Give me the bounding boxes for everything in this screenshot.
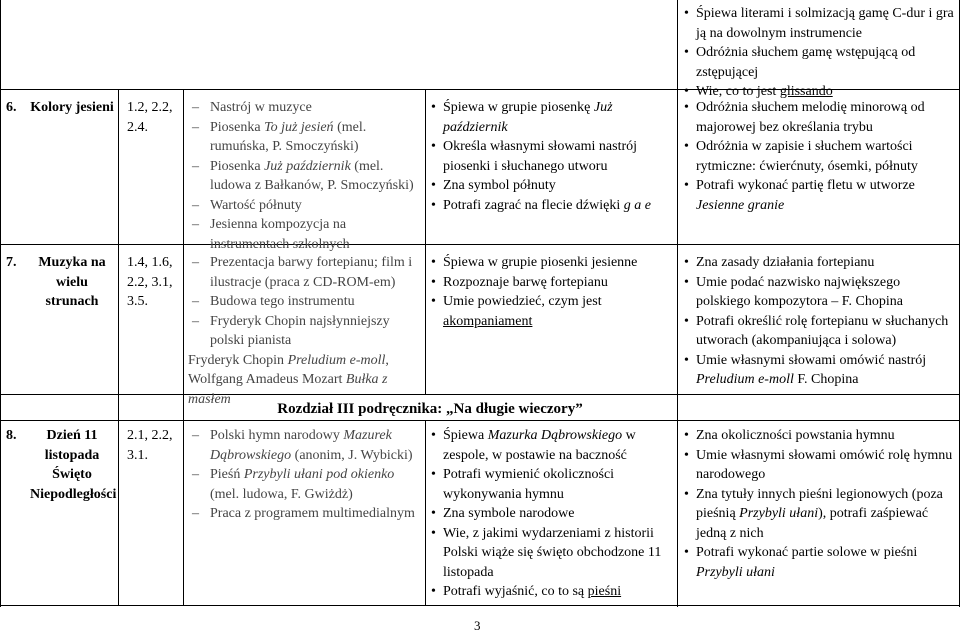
list-item: • Potrafi wykonać partię fletu w utworze Jesienne granie xyxy=(684,176,954,215)
list-item: • Potrafi wykonać partie solowe w pieśni Przybyli ułani xyxy=(684,543,954,582)
continued-goals xyxy=(684,4,954,102)
lesson-title: Muzyka na wielu strunach xyxy=(38,255,106,309)
list-item: • Śpiewa literami i solmizacją gamę C-dur i gra ją na dowolnym instrumencie xyxy=(684,4,954,43)
list-item: • Odróżnia słuchem gamę wstępującą od zstępującej xyxy=(684,43,954,82)
list-item: • Śpiewa Mazurka Dąbrowskiego w zespole, w postawie na baczność xyxy=(431,426,673,465)
list-item: • Odróżnia słuchem melodię minorową od majorowej bez określania trybu xyxy=(684,98,954,137)
list-item: – Praca z programem multimedialnym xyxy=(188,504,422,524)
curriculum-refs: 1.2, 2.2, 2.4. xyxy=(127,100,173,135)
list-item: • Zna symbole narodowe xyxy=(431,504,673,524)
list-item: • Umie własnymi słowami omówić nastrój Preludium e-moll F. Chopina xyxy=(684,351,954,390)
table-border xyxy=(425,89,426,394)
curriculum-refs: 1.4, 1.6, 2.2, 3.1, 3.5. xyxy=(127,255,173,309)
list-item: • Umie powiedzieć, czym jest akompaniament xyxy=(431,292,673,331)
list-item: • Zna tytuły innych pieśni legionowych (poza pieśnią Przybyli ułani), potrafi zaśpiewać jedną z nich xyxy=(684,485,954,544)
list-item: • Rozpoznaje barwę fortepianu xyxy=(431,273,673,293)
list-item: • Zna zasady działania fortepianu xyxy=(684,253,954,273)
table-border xyxy=(0,420,959,421)
list-item: – Budowa tego instrumentu xyxy=(188,292,422,312)
lesson-title: Kolory jesieni xyxy=(30,100,114,115)
list-item: • Śpiewa w grupie piosenkę Już październik xyxy=(431,98,673,137)
list-item: • Śpiewa w grupie piosenki jesienne xyxy=(431,253,673,273)
list-item: • Umie podać nazwisko największego polskiego kompozytora – F. Chopina xyxy=(684,273,954,312)
basic-goals xyxy=(431,426,673,602)
table-border xyxy=(0,244,959,245)
list-item: – Wartość półnuty xyxy=(188,196,422,216)
row-number: 8. xyxy=(6,428,17,443)
list-item: – Piosenka Już październik (mel. ludowa z Bałkanów, P. Smoczyński) xyxy=(188,157,422,196)
table-border xyxy=(677,0,678,607)
curriculum-refs: 2.1, 2.2, 3.1. xyxy=(127,428,173,463)
page-number: 3 xyxy=(474,618,481,633)
lesson-content xyxy=(188,253,422,409)
list-item: • Wie, co to jest glissando xyxy=(684,82,954,102)
table-border xyxy=(0,0,1,607)
list-item: • Potrafi określić rolę fortepianu w słuchanych utworach (akompaniująca i solowa) xyxy=(684,312,954,351)
extended-goals xyxy=(684,253,954,390)
lesson-content xyxy=(188,98,422,254)
list-item: – Nastrój w muzyce xyxy=(188,98,422,118)
table-border xyxy=(0,394,959,395)
list-item: – Polski hymn narodowy Mazurek Dąbrowskiego (anonim, J. Wybicki) xyxy=(188,426,422,465)
list-item: – Jesienna kompozycja na instrumentach szkolnych xyxy=(188,215,422,254)
lesson-title: Dzień 11 listopada Święto Niepodległości xyxy=(30,428,117,502)
list-item: • Potrafi zagrać na flecie dźwięki g a e xyxy=(431,196,673,216)
list-item: – Piosenka To już jesień (mel. rumuńska, P. Smoczyński) xyxy=(188,118,422,157)
table-border xyxy=(183,89,184,605)
basic-goals xyxy=(431,98,673,215)
list-item: – Prezentacja barwy fortepianu; film i ilustracje (praca z CD-ROM-em) xyxy=(188,253,422,292)
row-number: 7. xyxy=(6,255,17,270)
list-item: • Określa własnymi słowami nastrój piosenki i słuchanego utworu xyxy=(431,137,673,176)
list-item: – Pieśń Przybyli ułani pod okienko (mel. ludowa, F. Gwiżdż) xyxy=(188,465,422,504)
list-item: • Zna symbol półnuty xyxy=(431,176,673,196)
list-item: Fryderyk Chopin Preludium e-moll, Wolfgang Amadeus Mozart Bułka z masłem xyxy=(188,352,389,407)
list-item: • Wie, z jakimi wydarzeniami z historii Polski wiąże się święto obchodzone 11 listopada xyxy=(431,524,673,583)
list-item: • Potrafi wymienić okoliczności wykonywania hymnu xyxy=(431,465,673,504)
lesson-content xyxy=(188,426,422,524)
basic-goals xyxy=(431,253,673,331)
list-item: • Odróżnia w zapisie i słuchem wartości rytmiczne: ćwierćnuty, ósemki, półnuty xyxy=(684,137,954,176)
table-border xyxy=(118,89,119,605)
list-item: – Fryderyk Chopin najsłynniejszy polski pianista xyxy=(188,312,422,351)
extended-goals xyxy=(684,426,954,582)
table-border xyxy=(0,605,959,606)
list-item: • Umie własnymi słowami omówić rolę hymnu narodowego xyxy=(684,446,954,485)
row-number: 6. xyxy=(6,100,17,115)
section-header: Rozdział III podręcznika: „Na długie wieczory” xyxy=(277,401,583,417)
extended-goals xyxy=(684,98,954,215)
table-border xyxy=(425,420,426,605)
list-item: • Potrafi wyjaśnić, co to są pieśni xyxy=(431,582,673,602)
list-item: • Zna okoliczności powstania hymnu xyxy=(684,426,954,446)
